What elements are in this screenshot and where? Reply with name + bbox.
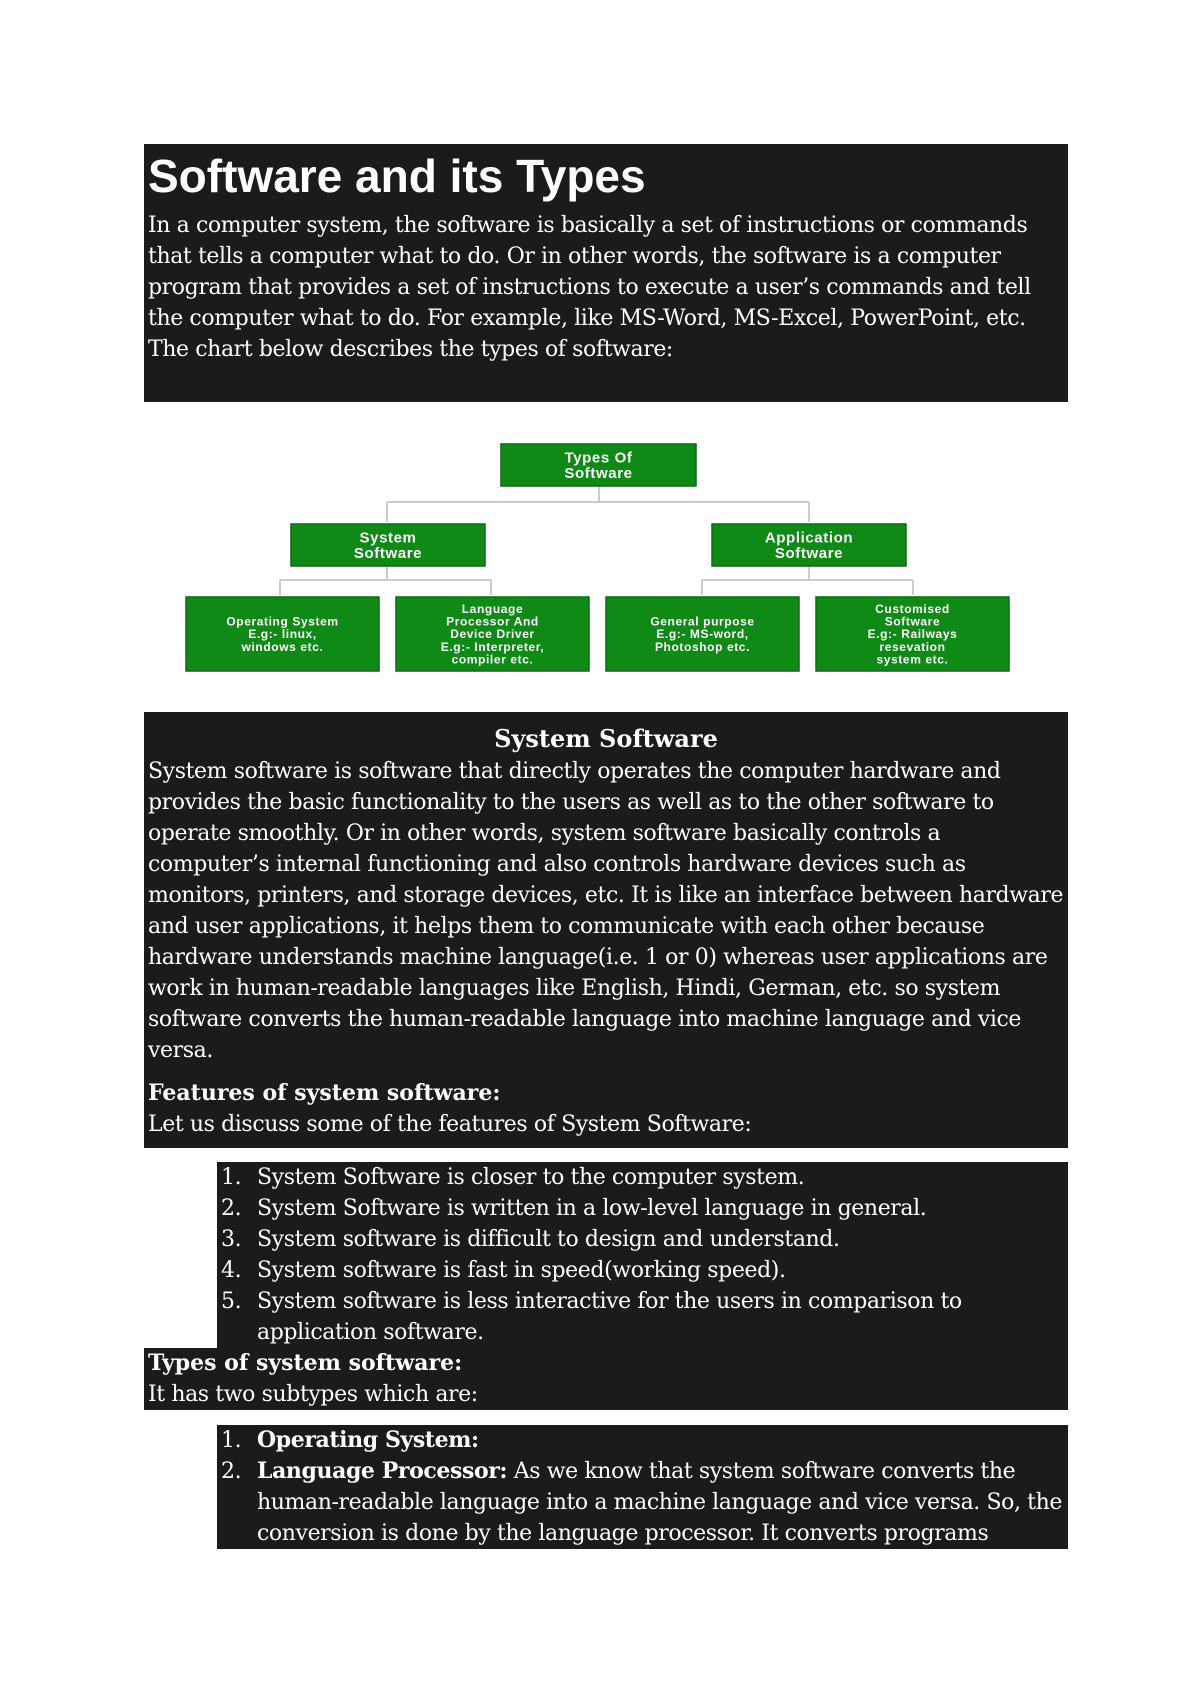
diagram-box-label: E.g:- Interpreter, <box>440 639 545 654</box>
types-heading: Types of system software: <box>148 1350 463 1376</box>
feature-text: System software is less interactive for the users in comparison to application software. <box>257 1289 962 1345</box>
system-software-body: System software is software that directly operates the computer hardware and provides the basic functionality to the users as well as to the other software to operate smoothly. Or in other words, system software basically controls a computer’s internal functioning and also controls hardware devices such as monitors, printers, and storage devices, etc. It is like an interface between hardware and user applications, it helps them to communicate with each other because hardware understands machine language(i.e. 1 or 0) whereas user applications are work in human-readable languages like English, Hindi, German, etc. so system software converts the human-readable language into machine language and vice versa. <box>148 759 1064 1063</box>
system-software-heading: System Software <box>494 724 718 753</box>
types-list-item <box>217 1456 1068 1549</box>
types-list-item <box>217 1425 1068 1456</box>
diagram-box-label: Language <box>461 602 524 616</box>
diagram-box-label: E.g:- MS-word, <box>656 627 749 642</box>
diagram-box-label: E.g:- Railways <box>867 627 958 642</box>
diagram-box-label: Types Of <box>564 449 633 467</box>
intro-paragraph: In a computer system, the software is basically a set of instructions or commands that tells a computer what to do. Or in other words, the software is a computer program that provides a set of instructions to execute a user’s commands and tell the computer what to do. For example, like MS-Word, MS-Excel, PowerPoint, etc. The chart below describes the types of software: <box>148 213 1031 362</box>
software-types-diagram <box>146 402 1066 712</box>
diagram-box-label: Software <box>884 614 941 629</box>
diagram-box-label: Customised <box>875 602 950 616</box>
list-number: 3. <box>221 1227 242 1252</box>
list-number: 2. <box>221 1459 242 1484</box>
diagram-box-label: Operating System <box>226 614 339 629</box>
features-intro: Let us discuss some of the features of System Software: <box>148 1112 752 1137</box>
diagram-box-label: General purpose <box>650 614 755 629</box>
feature-text: System Software is closer to the computer system. <box>257 1165 805 1190</box>
page-title: Software and its Types <box>148 150 646 202</box>
diagram-box-label: system etc. <box>876 652 949 667</box>
features-list-block <box>217 1162 1068 1348</box>
diagram-box-label: Application <box>764 529 854 547</box>
leaf-node <box>186 597 379 671</box>
diagram-box-label: Device Driver <box>450 627 535 642</box>
features-heading: Features of system software: <box>148 1080 501 1106</box>
feature-item <box>217 1255 1068 1286</box>
diagram-box-label: Photoshop etc. <box>654 639 751 654</box>
diagram-box-label: E.g:- linux, <box>248 627 317 642</box>
leaf-node <box>606 597 799 671</box>
diagram-box-label: resevation <box>879 639 946 654</box>
list-number: 2. <box>221 1196 242 1221</box>
diagram-box-label: System <box>359 529 417 547</box>
diagram-box-label: windows etc. <box>241 639 324 654</box>
application-software-node <box>712 524 906 566</box>
title-block <box>144 144 1068 402</box>
type-text: As we know that system software converts the human-readable language into a machine language and vice versa. So, the conversion is done by the language processor. It converts programs <box>257 1459 1063 1546</box>
list-number: 1. <box>221 1428 242 1453</box>
leaf-node <box>396 597 589 671</box>
diagram-svg <box>146 402 1066 712</box>
list-number: 5. <box>221 1289 242 1314</box>
diagram-box-label: Software <box>564 465 633 483</box>
type-label: Operating System: <box>257 1427 479 1453</box>
diagram-box-label: Software <box>774 545 844 563</box>
feature-item <box>217 1193 1068 1224</box>
type-label: Language Processor: <box>257 1458 508 1484</box>
diagram-box-label: Processor And <box>446 614 539 629</box>
list-number: 1. <box>221 1165 242 1190</box>
system-software-node <box>291 524 485 566</box>
types-list <box>217 1425 1068 1549</box>
feature-text: System Software is written in a low-level language in general. <box>257 1196 927 1221</box>
root-node <box>501 444 696 486</box>
leaf-node <box>816 597 1009 671</box>
diagram-box-label: Software <box>353 545 423 563</box>
list-number: 4. <box>221 1258 242 1283</box>
feature-item <box>217 1224 1068 1255</box>
types-block <box>144 1348 1068 1410</box>
types-list-block <box>217 1425 1068 1549</box>
features-list <box>217 1162 1068 1348</box>
feature-item <box>217 1286 1068 1348</box>
types-intro: It has two subtypes which are: <box>148 1382 478 1407</box>
diagram-box-label: compiler etc. <box>451 652 534 667</box>
system-software-block <box>144 712 1068 1148</box>
feature-item <box>217 1162 1068 1193</box>
feature-text: System software is difficult to design and understand. <box>257 1227 840 1252</box>
feature-text: System software is fast in speed(working speed). <box>257 1258 786 1283</box>
